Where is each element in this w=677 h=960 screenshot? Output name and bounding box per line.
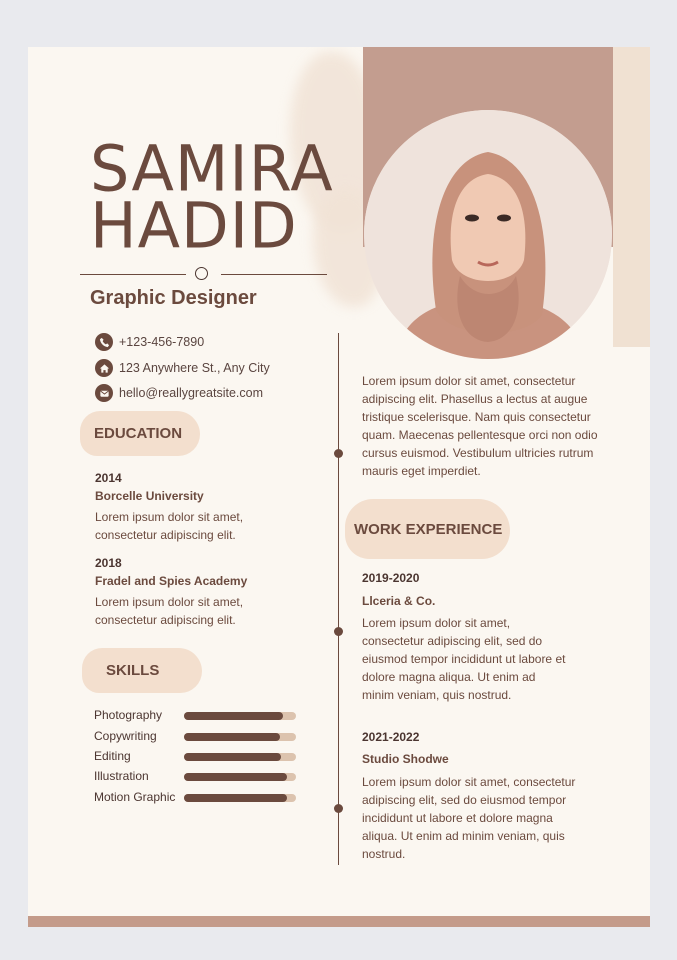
skill-name: Copywriting [94, 729, 157, 743]
divider-ring [195, 267, 208, 280]
education-description: Lorem ipsum dolor sit amet, consectetur adipiscing elit. [95, 595, 244, 627]
education-school: Borcelle University [95, 489, 204, 503]
education-description: Lorem ipsum dolor sit amet, consectetur adipiscing elit. [95, 510, 244, 542]
skill-level-track [184, 712, 296, 720]
first-name: SAMIRA [90, 131, 334, 206]
skill-name: Photography [94, 708, 163, 722]
skill-row [94, 729, 324, 745]
education-school: Fradel and Spies Academy [95, 574, 248, 588]
skill-name: Editing [94, 749, 131, 763]
education-heading: EDUCATION [80, 411, 200, 456]
profile-photo [364, 110, 612, 359]
timeline-dot [334, 627, 343, 636]
contact-address-text: 123 Anywhere St., Any City [119, 361, 270, 375]
skill-level-fill [184, 773, 287, 781]
title-divider-left [80, 274, 186, 275]
resume-page [28, 47, 650, 927]
contact-email [95, 384, 263, 402]
timeline-line [338, 333, 339, 865]
timeline-dot [334, 449, 343, 458]
skill-level-fill [184, 733, 280, 741]
work-company: Studio Shodwe [362, 752, 449, 766]
work-years: 2021-2022 [362, 730, 420, 744]
work-experience-heading: WORK EXPERIENCE [345, 499, 510, 559]
last-name: HADID [90, 188, 298, 263]
phone-icon [95, 333, 113, 351]
job-title: Graphic Designer [90, 287, 257, 309]
contact-email-text: hello@reallygreatsite.com [119, 386, 264, 400]
title-divider-right [221, 274, 327, 275]
skill-level-track [184, 733, 296, 741]
education-year: 2014 [95, 471, 122, 485]
contact-address [95, 359, 270, 377]
skill-name: Motion Graphic [94, 790, 176, 804]
work-description: Lorem ipsum dolor sit amet, consectetur adipiscing elit, sed do eiusmod tempor incididunt ut labore et dolore magna aliqua. Ut enim ad minim veniam, quis nostrud. [362, 775, 576, 861]
about-text: Lorem ipsum dolor sit amet, consectetur adipiscing elit. Phasellus a lectus at augue tristique scelerisque. Nam quis consectetur quam. Maecenas pellentesque orci non odio cursus euismod. Vestibulum ultricies rutrum mauris eget imperdiet. [362, 374, 598, 478]
skill-row [94, 749, 324, 765]
skill-level-fill [184, 753, 281, 761]
timeline-dot [334, 804, 343, 813]
work-years: 2019-2020 [362, 571, 420, 585]
skill-level-track [184, 794, 296, 802]
mail-icon [95, 384, 113, 402]
skill-level-fill [184, 794, 287, 802]
skill-level-track [184, 773, 296, 781]
work-company: Llceria & Co. [362, 594, 436, 608]
skill-row [94, 708, 324, 724]
contact-phone [95, 333, 204, 351]
home-icon [95, 359, 113, 377]
skill-row [94, 769, 324, 785]
skill-row [94, 790, 324, 806]
skill-level-fill [184, 712, 283, 720]
bottom-accent-bar [28, 916, 650, 927]
photo-backdrop-strip [613, 47, 650, 347]
education-year: 2018 [95, 556, 122, 570]
skills-heading: SKILLS [82, 648, 202, 693]
contact-phone-text: +123-456-7890 [119, 335, 205, 349]
work-description: Lorem ipsum dolor sit amet, consectetur adipiscing elit, sed do eiusmod tempor incididunt ut labore et dolore magna aliqua. Ut enim ad minim veniam, quis nostrud. [362, 616, 566, 702]
skill-level-track [184, 753, 296, 761]
skill-name: Illustration [94, 769, 149, 783]
